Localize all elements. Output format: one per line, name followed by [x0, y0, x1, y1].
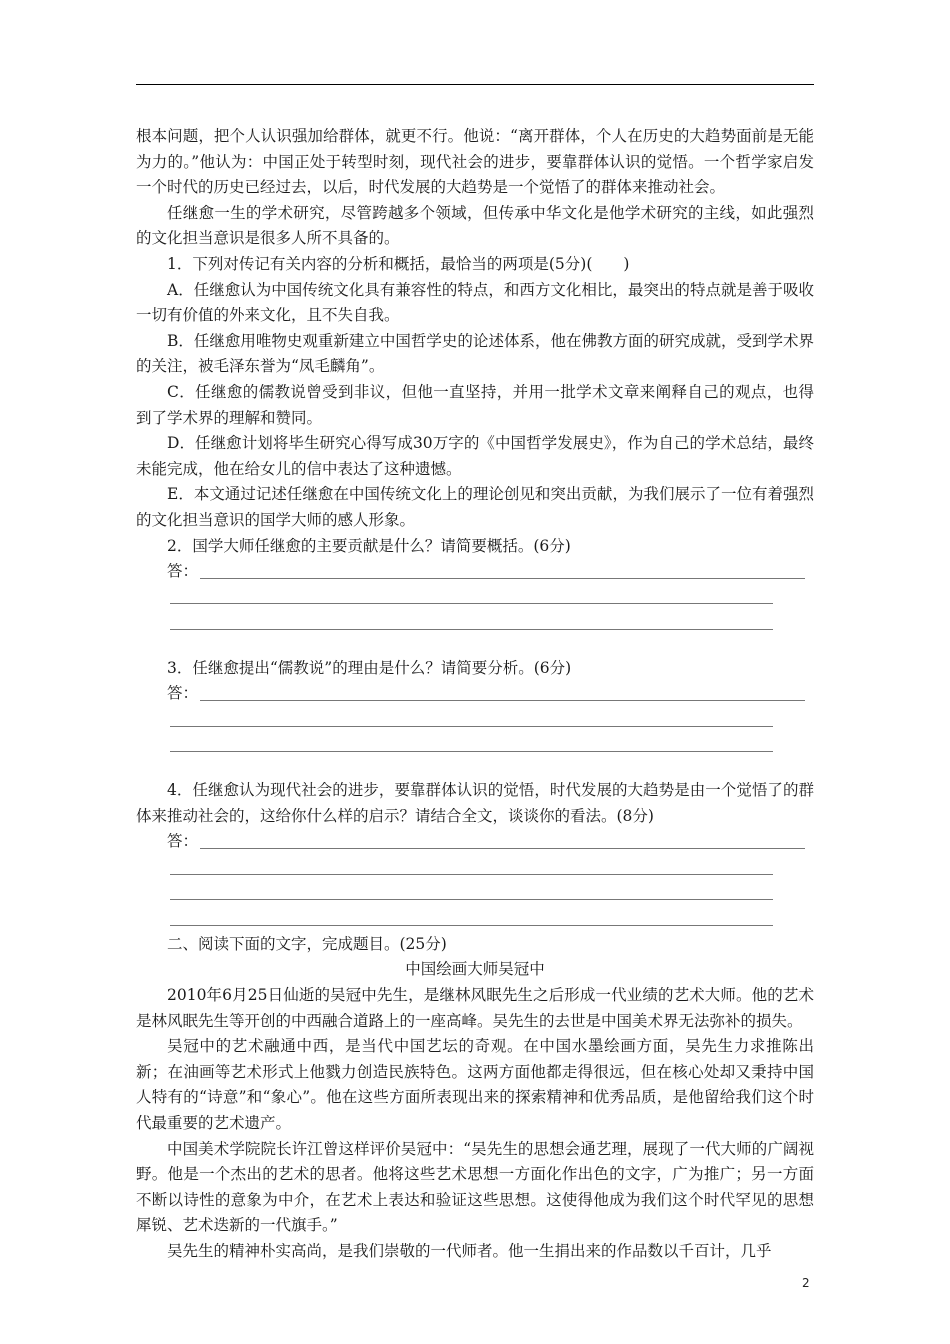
passage-paragraph: 2010年6月25日仙逝的吴冠中先生，是继林风眠先生之后形成一代业绩的艺术大师。他的艺术是林风眠先生等开创的中西融合道路上的一座高峰。吴先生的去世是中国美术界无法弥补的损失。 — [136, 986, 814, 1030]
answer-blank-line — [136, 707, 814, 733]
answer-blank-line — [136, 881, 814, 907]
q1-option-d: D．任继愈计划将毕生研究心得写成30万字的《中国哲学发展史》，作为自己的学术总结，最终未能完成，他在给女儿的信中表达了这种遗憾。 — [136, 434, 814, 478]
document-body — [136, 124, 814, 1265]
question-1-stem: 1．下列对传记有关内容的分析和概括，最恰当的两项是(5分)( ) — [167, 254, 630, 273]
q1-option-e: E．本文通过记述任继愈在中国传统文化上的理论创见和突出贡献，为我们展示了一位有着强烈的文化担当意识的国学大师的感人形象。 — [136, 485, 814, 529]
header-rule — [136, 84, 814, 85]
answer-line-q2 — [136, 559, 814, 585]
answer-label: 答： — [167, 832, 199, 851]
answer-blank-line — [136, 585, 814, 611]
page-number: 2 — [802, 1276, 810, 1290]
passage-paragraph: 吴先生的精神朴实高尚，是我们崇敬的一代师者。他一生捐出来的作品数以千百计，几乎 — [167, 1241, 772, 1260]
answer-line-q4 — [136, 829, 814, 855]
paragraph: 根本问题，把个人认识强加给群体，就更不行。他说：“离开群体，个人在历史的大趋势面前是无能为力的。”他认为：中国正处于转型时刻，现代社会的进步，要靠群体认识的觉悟。一个哲学家启发一个时代的历史已经过去，以后，时代发展的大趋势是一个觉悟了的群体来推动社会。 — [136, 127, 814, 197]
answer-underline — [200, 578, 805, 579]
question-2-stem: 2．国学大师任继愈的主要贡献是什么？请简要概括。(6分) — [167, 536, 571, 555]
q1-option-c: C．任继愈的儒教说曾受到非议，但他一直坚持，并用一批学术文章来阐释自己的观点，也得到了学术界的理解和赞同。 — [136, 382, 814, 427]
paragraph: 任继愈一生的学术研究，尽管跨越多个领域，但传承中华文化是他学术研究的主线，如此强烈的文化担当意识是很多人所不具备的。 — [136, 203, 814, 248]
answer-underline — [200, 700, 805, 701]
section-2-heading: 二、阅读下面的文字，完成题目。(25分) — [167, 934, 447, 953]
answer-label: 答： — [167, 684, 199, 703]
question-4-stem: 4．任继愈认为现代社会的进步，要靠群体认识的觉悟，时代发展的大趋势是由一个觉悟了的群体来推动社会的，这给你什么样的启示？请结合全文，谈谈你的看法。(8分) — [136, 781, 814, 825]
passage-title: 中国绘画大师吴冠中 — [405, 960, 545, 979]
answer-line-q3 — [136, 681, 814, 707]
answer-blank-line — [136, 733, 814, 759]
answer-blank-line — [136, 906, 814, 932]
answer-blank-line — [136, 610, 814, 636]
answer-blank-line — [136, 855, 814, 881]
question-3-stem: 3．任继愈提出“儒教说”的理由是什么？请简要分析。(6分) — [167, 658, 572, 677]
q1-option-a: A．任继愈认为中国传统文化具有兼容性的特点，和西方文化相比，最突出的特点就是善于吸收一切有价值的外来文化，且不失自我。 — [136, 280, 814, 325]
passage-paragraph: 吴冠中的艺术融通中西，是当代中国艺坛的奇观。在中国水墨绘画方面，吴先生力求推陈出新；在油画等艺术形式上他戮力创造民族特色。这两方面他都走得很远，但在核心处却又秉持中国人特有的“诗意”和“象心”。他在这些方面所表现出来的探索精神和优秀品质，是他留给我们这个时代最重要的艺术遗产。 — [136, 1037, 814, 1132]
answer-underline — [200, 848, 805, 849]
q1-option-b: B．任继愈用唯物史观重新建立中国哲学史的论述体系，他在佛教方面的研究成就，受到学术界的关注，被毛泽东誉为“凤毛麟角”。 — [136, 331, 814, 376]
answer-label: 答： — [167, 562, 199, 581]
passage-paragraph: 中国美术学院院长许江曾这样评价吴冠中：“吴先生的思想会通艺理，展现了一代大师的广阔视野。他是一个杰出的艺术的思者。他将这些艺术思想一方面化作出色的文字，广为推广；另一方面不断以诗性的意象为中介，在艺术上表达和验证这些思想。这使得他成为我们这个时代罕见的思想犀锐、艺术迭新的一代旗手。” — [136, 1139, 814, 1235]
